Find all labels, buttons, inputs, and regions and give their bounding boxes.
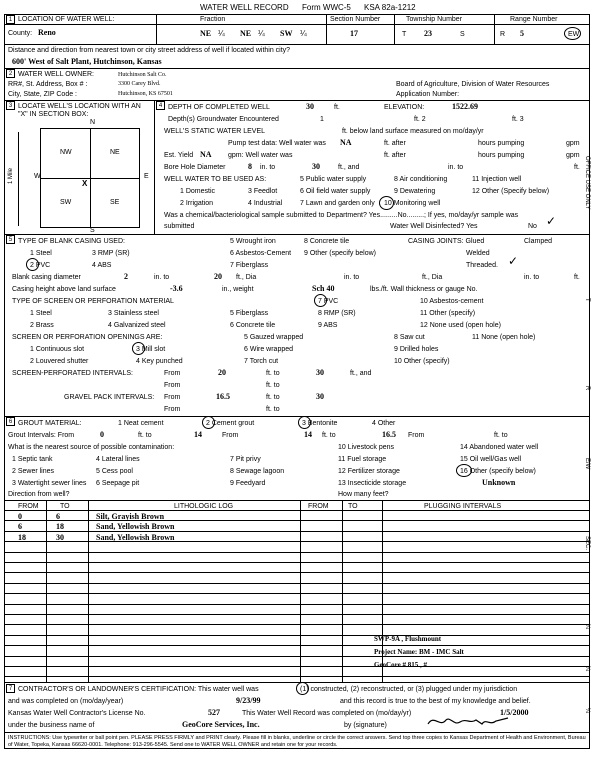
casing-ft-3: ft. (574, 274, 580, 281)
contamination-label: What is the nearest source of possible contamination: (8, 444, 175, 451)
note-swp: SWP-9A , Flushmount (374, 635, 442, 643)
grout-3-circle (298, 416, 311, 429)
compass-e: E (144, 173, 149, 180)
grout-from-2: From (222, 432, 239, 439)
opening-7[interactable]: 7 Torch cut (244, 358, 279, 365)
owner-city-label: City, State, ZIP Code : (8, 91, 77, 98)
source-2[interactable]: 2 Sewer lines (12, 468, 55, 475)
cert-date-2[interactable]: 1/5/2000 (500, 708, 529, 717)
disinfected-no: No (528, 223, 537, 230)
quadrant-ne: NE (110, 149, 120, 156)
source-8[interactable]: 8 Sewage lagoon (230, 468, 285, 475)
opening-1[interactable]: 1 Continuous slot (30, 346, 85, 353)
plug-to-header: TO (348, 503, 358, 510)
distance-value[interactable]: 600' West of Salt Plant, Hutchinson, Kansas (12, 57, 162, 66)
range-dir: EW (568, 31, 580, 38)
screen-3[interactable]: 3 Stainless steel (108, 310, 159, 317)
screen-9[interactable]: 9 ABS (318, 322, 338, 329)
section-number-value[interactable]: 17 (350, 29, 358, 38)
note-geocore: GeoCore # 815 , # (374, 661, 427, 669)
side-quarter-1: ¼ (584, 624, 590, 630)
yield-value[interactable]: NA (200, 150, 212, 159)
cert-date-1[interactable]: 9/23/99 (236, 696, 261, 705)
log-cell-desc[interactable]: Sand, Yellowish Brown (96, 532, 175, 542)
source-16[interactable]: 16 Other (specify below) (460, 468, 536, 475)
casing-5[interactable]: 5 Wrought iron (230, 238, 276, 245)
section-number-3: 3 (6, 101, 15, 110)
casing-threaded: Threaded. (466, 262, 498, 269)
groundwater-2: ft. 2 (414, 116, 426, 123)
compass-w: W (34, 173, 41, 180)
hours-pumping-1: hours pumping (478, 140, 525, 147)
casing-diameter-label: Blank casing diameter (12, 274, 81, 281)
use-8[interactable]: 8 Air conditioning (394, 176, 448, 183)
source-13[interactable]: 13 Insecticide storage (338, 480, 407, 487)
casing-weight-rest: lbs./ft. Wall thickness or gauge No. (370, 286, 478, 293)
bore-hole-label: Bore Hole Diameter (164, 164, 226, 171)
fraction-3[interactable]: SW (280, 29, 293, 38)
groundwater-1: 1 (320, 116, 324, 123)
screen-2[interactable]: 2 Brass (30, 322, 54, 329)
casing-title: TYPE OF BLANK CASING USED: (18, 238, 125, 245)
quarter-mark-1: ¼ (218, 29, 225, 38)
application-label: Application Number: (396, 91, 460, 98)
casing-in-to: in. to (154, 274, 170, 281)
screen-7[interactable]: 7 PVC (318, 298, 339, 305)
grout-ft-to-3: ft. to (494, 432, 508, 439)
form-number: Form WWC-5 (302, 3, 351, 12)
source-1[interactable]: 1 Septic tank (12, 456, 53, 463)
location-title: LOCATION OF WATER WELL: (18, 16, 115, 23)
screen-5[interactable]: 5 Fiberglass (230, 310, 269, 317)
quarter-mark-2: ¼ (258, 29, 265, 38)
board-label: Board of Agriculture, Division of Water Resources (396, 81, 550, 88)
grout-2[interactable]: 2 Cement grout (206, 420, 255, 427)
table-row (4, 605, 590, 615)
source-11[interactable]: 11 Fuel storage (338, 456, 387, 463)
source-15[interactable]: 15 Oil well/Gas well (460, 456, 522, 463)
casing-clamped: Clamped (524, 238, 553, 245)
log-cell-to[interactable]: 30 (56, 532, 64, 542)
table-row (4, 532, 590, 542)
pump-test-label: Pump test data: Well water was (228, 140, 326, 147)
casing-diameter-to[interactable]: 20 (214, 272, 222, 281)
cert-constructed-circle (296, 682, 309, 695)
cert-line-1b: (1) constructed, (2) reconstructed, or (3) plugged under my jurisdiction (300, 686, 518, 693)
side-quarter-2: ¼ (584, 666, 590, 672)
pump-test-value[interactable]: NA (340, 138, 352, 147)
locate-title: LOCATE WELL'S LOCATION WITH AN "X" IN SECTION BOX: (18, 103, 141, 118)
use-10[interactable]: 10 Monitoring well (384, 200, 441, 207)
quadrant-nw: NW (60, 149, 72, 156)
bore-hole-in2: in. to (448, 164, 464, 171)
grout-title: GROUT MATERIAL: (18, 420, 82, 427)
cert-line-3: Kansas Water Well Contractor's License No. (8, 710, 146, 717)
side-r: R (584, 386, 590, 391)
casing-height-in: in., weight (222, 286, 254, 293)
form-ksa: KSA 82a-1212 (364, 3, 416, 12)
casing-in-to-2: in. to (344, 274, 360, 281)
cert-line-2: and was completed on (mo/day/year) (8, 698, 124, 705)
source-6[interactable]: 6 Seepage pit (96, 480, 140, 487)
use-6[interactable]: 6 Oil field water supply (300, 188, 371, 195)
fraction-1[interactable]: NE (200, 29, 212, 38)
owner-name[interactable]: Hutchinson Salt Co. (118, 72, 167, 78)
cert-business[interactable]: GeoCore Services, Inc. (182, 720, 260, 729)
sample-submitted: submitted (164, 223, 195, 230)
perf-ft-and: ft., and (350, 370, 372, 377)
casing-1[interactable]: 1 Steel (30, 250, 52, 257)
source-7[interactable]: 7 Pit privy (230, 456, 261, 463)
distance-label: Distance and direction from nearest town or city street address of well if located within city? (8, 47, 291, 54)
grout-i1-to[interactable]: 14 (194, 430, 202, 439)
use-5[interactable]: 5 Public water supply (300, 176, 367, 183)
opening-5[interactable]: 5 Gauzed wrapped (244, 334, 304, 341)
casing-diameter-value[interactable]: 2 (124, 272, 128, 281)
lithologic-log-header: LITHOLOGIC LOG (174, 503, 234, 510)
use-3[interactable]: 3 Feedlot (248, 188, 278, 195)
township-value[interactable]: 23 (424, 29, 432, 38)
cert-line-1: CONTRACTOR'S OR LANDOWNER'S CERTIFICATION: This water well was (18, 686, 259, 693)
groundwater-label: Depth(s) Groundwater Encountered (168, 116, 279, 123)
section-number-1: 1 (6, 15, 15, 24)
county-value[interactable]: Reno (38, 28, 56, 37)
cert-line-3b: This Water Well Record was completed on (mo/day/yr) (242, 710, 412, 717)
source-4[interactable]: 4 Lateral lines (96, 456, 140, 463)
section-number-2: 2 (6, 69, 15, 78)
compass-s: S (90, 227, 95, 234)
casing-welded: Welded (466, 250, 490, 257)
table-row (4, 625, 590, 635)
cert-by: by (signature) (344, 722, 387, 729)
table-row (4, 667, 590, 677)
section-number-4: 4 (156, 101, 165, 110)
source-5[interactable]: 5 Cess pool (96, 468, 133, 475)
casing-7[interactable]: 7 Fiberglass (230, 262, 269, 269)
owner-title: WATER WELL OWNER: (18, 71, 94, 78)
casing-in-to-3: in. to (524, 274, 540, 281)
screen-6[interactable]: 6 Concrete tile (230, 322, 276, 329)
section-number-5: 5 (6, 235, 15, 244)
note-project: Project Name: BM - IMC Salt (374, 648, 464, 656)
table-row (4, 657, 590, 667)
screen-11[interactable]: 11 Other (specify) (420, 310, 476, 317)
casing-dia-ft-2: ft., Dia (422, 274, 443, 281)
table-row (4, 584, 590, 594)
use-2[interactable]: 2 Irrigation (180, 200, 214, 207)
grout-2-circle (202, 416, 215, 429)
yield-label: Est. Yield (164, 152, 194, 159)
use-9[interactable]: 9 Dewatering (394, 188, 436, 195)
form-title: WATER WELL RECORD (200, 3, 289, 12)
elevation-value[interactable]: 1522.69 (452, 102, 478, 111)
bore-hole-value[interactable]: 8 (248, 162, 252, 171)
section-number-7: 7 (6, 684, 15, 693)
source-3[interactable]: 3 Watertight sewer lines (12, 480, 87, 487)
check-mark-icon: ✓ (546, 214, 557, 228)
gravel-from-label-2: From (164, 406, 181, 413)
use-10-circle (379, 196, 394, 210)
section-number-6: 6 (6, 417, 15, 426)
owner-address-label: RR#, St. Address, Box # : (8, 81, 88, 88)
table-row (4, 646, 590, 656)
use-7[interactable]: 7 Lawn and garden only (300, 200, 375, 207)
office-use-only: OFFICE USE ONLY (584, 156, 590, 210)
grout-i1-from[interactable]: 0 (100, 430, 104, 439)
opening-6[interactable]: 6 Wire wrapped (244, 346, 294, 353)
table-row (4, 563, 590, 573)
depth-value[interactable]: 30 (306, 102, 314, 111)
perf-from-label: From (164, 370, 181, 377)
side-t: T (584, 298, 590, 302)
source-12[interactable]: 12 Fertilizer storage (338, 468, 400, 475)
casing-9[interactable]: 9 Other (specify below) (304, 250, 376, 257)
opening-3[interactable]: 3 Mill slot (136, 346, 166, 353)
perf-ft-to-2: ft. to (266, 382, 280, 389)
gravel-ft-to: ft. to (266, 394, 280, 401)
table-row (4, 521, 590, 531)
table-row (4, 511, 590, 521)
casing-6[interactable]: 6 Asbestos-Cement (230, 250, 292, 257)
range-r: R (500, 31, 506, 38)
plugging-intervals-header: PLUGGING INTERVALS (424, 503, 502, 510)
openings-title: SCREEN OR PERFORATION OPENINGS ARE: (12, 334, 163, 341)
township-dir: S (460, 31, 465, 38)
gpm-2: gpm (566, 152, 580, 159)
table-row (4, 594, 590, 604)
opening-9[interactable]: 9 Drilled holes (394, 346, 439, 353)
table-row (4, 542, 590, 552)
grout-ft-to-2: ft. to (322, 432, 336, 439)
screen-12[interactable]: 12 None used (open hole) (420, 322, 501, 329)
casing-height-value[interactable]: -3.6 (170, 284, 183, 293)
casing-4[interactable]: 4 ABS (92, 262, 112, 269)
gravel-from-label: From (164, 394, 181, 401)
use-11[interactable]: 11 Injection well (472, 176, 522, 183)
log-cell-desc[interactable]: Silt, Grayish Brown (96, 512, 165, 521)
screen-8[interactable]: 8 RMP (SR) (318, 310, 356, 317)
screen-4[interactable]: 4 Galvanized steel (108, 322, 166, 329)
log-from-header: FROM (18, 503, 39, 510)
perf-to-value[interactable]: 30 (316, 368, 324, 377)
how-many-feet-label: How many feet? (338, 491, 389, 498)
table-row (4, 615, 590, 625)
source-10[interactable]: 10 Livestock pens (338, 444, 395, 451)
hours-pumping-2: hours pumping (478, 152, 525, 159)
cert-line-4: under the business name of (8, 722, 95, 729)
gravel-from-value[interactable]: 16.5 (216, 392, 230, 401)
signature-image (424, 712, 514, 730)
opening-2[interactable]: 2 Louvered shutter (30, 358, 89, 365)
casing-2-circle (26, 258, 39, 271)
side-ew: E/W (584, 458, 590, 470)
direction-label: Direction from well? (8, 491, 70, 498)
grout-from-3: From (408, 432, 425, 439)
sample-label: Was a chemical/bacteriological sample submitted to Department? Yes.........No.........; If yes, mo/day/yr sample was (164, 212, 519, 219)
instructions-text: INSTRUCTIONS: Use typewriter or ball point pen. PLEASE PRESS FIRMLY and PRINT clearly. Please fill in blanks, underline or circle the correct answers. Send top three copies to Kansas Department of Health and Environment, Bureau of Water, Topeka, Kansas 66620-0001. Telephone: 913-296-5545. Send one to WATER WELL OWNER and retain one for your records. (8, 735, 586, 748)
screen-title: TYPE OF SCREEN OR PERFORATION MATERIAL (12, 298, 174, 305)
bore-hole-ft2: ft. (574, 164, 580, 171)
owner-address[interactable]: 3300 Carey Blvd. (118, 81, 161, 87)
quarter-mark-3: ¼ (300, 29, 307, 38)
threaded-check-icon: ✓ (508, 254, 519, 268)
grout-intervals-label: Grout Intervals: From (8, 432, 75, 439)
compass-n: N (90, 119, 96, 126)
county-label: County: (8, 30, 33, 37)
log-to-header: TO (60, 503, 70, 510)
gravel-to-value[interactable]: 30 (316, 392, 324, 401)
depth-label: DEPTH OF COMPLETED WELL (168, 104, 270, 111)
log-cell-to[interactable]: 18 (56, 522, 64, 532)
use-4[interactable]: 4 Industrial (248, 200, 283, 207)
bore-hole-in: in. to (260, 164, 276, 171)
perf-ft-to: ft. to (266, 370, 280, 377)
table-row (4, 636, 590, 646)
casing-3[interactable]: 3 RMP (SR) (92, 250, 130, 257)
opening-11[interactable]: 11 None (open hole) (472, 334, 536, 341)
cert-license[interactable]: 527 (208, 708, 220, 717)
source-9[interactable]: 9 Feedyard (230, 480, 266, 487)
location-x-mark: X (82, 179, 88, 188)
grout-ft-to-1: ft. to (138, 432, 152, 439)
yield-after: ft. after (384, 152, 406, 159)
cert-line-2b: and this record is true to the best of my knowledge and belief. (340, 698, 531, 705)
screen-1[interactable]: 1 Steel (30, 310, 52, 317)
perf-from-value[interactable]: 20 (218, 368, 226, 377)
casing-8[interactable]: 8 Concrete tile (304, 238, 350, 245)
log-cell-from[interactable]: 18 (18, 532, 26, 542)
screen-10[interactable]: 10 Asbestos-cement (420, 298, 484, 305)
table-row (4, 573, 590, 583)
township-label: Township Number (406, 16, 463, 23)
owner-city[interactable]: Hutchinson, KS 67501 (118, 91, 173, 97)
grout-1[interactable]: 1 Neat cement (118, 420, 164, 427)
quadrant-sw: SW (60, 199, 72, 206)
screen-7-circle (314, 294, 327, 307)
quadrant-se: SE (110, 199, 120, 206)
elevation-label: ELEVATION: (384, 104, 425, 111)
bore-hole-to[interactable]: 30 (312, 162, 320, 171)
opening-8[interactable]: 8 Saw cut (394, 334, 425, 341)
log-cell-from[interactable]: 0 (18, 512, 22, 521)
well-record-form (4, 4, 590, 762)
source-14[interactable]: 14 Abandoned water well (460, 444, 539, 451)
gpm-1: gpm (566, 140, 580, 147)
grout-3[interactable]: 3 Bentonite (302, 420, 338, 427)
grout-4[interactable]: 4 Other (372, 420, 396, 427)
section-number-label: Section Number (330, 16, 381, 23)
log-cell-desc[interactable]: Sand, Yellowish Brown (96, 522, 175, 532)
range-value[interactable]: 5 (520, 29, 524, 38)
casing-weight-value[interactable]: Sch 40 (312, 284, 335, 293)
log-cell-from[interactable]: 6 (18, 522, 22, 532)
source-other-value[interactable]: Unknown (482, 478, 516, 487)
perf-from-label-2: From (164, 382, 181, 389)
plug-from-header: FROM (308, 503, 329, 510)
gravel-label: GRAVEL PACK INTERVALS: (64, 394, 155, 401)
casing-joints-label: CASING JOINTS: Glued (408, 238, 485, 245)
water-use-label: WELL WATER TO BE USED AS: (164, 176, 267, 183)
gravel-ft-to-2: ft. to (266, 406, 280, 413)
opening-3-circle (132, 342, 145, 355)
side-sec: SEC. (584, 536, 590, 551)
range-label: Range Number (510, 16, 558, 23)
casing-dia-ft: ft., Dia (236, 274, 257, 281)
use-12[interactable]: 12 Other (Specify below) (472, 188, 550, 195)
fraction-label: Fraction (200, 16, 226, 23)
depth-ft: ft. (334, 104, 340, 111)
table-row (4, 553, 590, 563)
pump-test-after: ft. after (384, 140, 406, 147)
bore-hole-ft: ft., and (338, 164, 360, 171)
township-t: T (402, 31, 407, 38)
perforated-label: SCREEN-PERFORATED INTERVALS: (12, 370, 133, 377)
groundwater-3: ft. 3 (512, 116, 524, 123)
grout-i2-from[interactable]: 14 (304, 430, 312, 439)
static-level-label: WELL'S STATIC WATER LEVEL (164, 128, 266, 135)
fraction-2[interactable]: NE (240, 29, 252, 38)
opening-10[interactable]: 10 Other (specify) (394, 358, 450, 365)
use-1[interactable]: 1 Domestic (180, 188, 216, 195)
yield-gpm: gpm: Well water was (228, 152, 293, 159)
opening-4[interactable]: 4 Key punched (136, 358, 183, 365)
casing-height-label: Casing height above land surface (12, 286, 116, 293)
log-cell-to[interactable]: 6 (56, 512, 60, 521)
disinfected-label: Water Well Disinfected? Yes (390, 223, 478, 230)
static-level-rest: ft. below land surface measured on mo/day/yr (342, 128, 484, 135)
side-quarter-3: ¼ (584, 708, 590, 714)
mile-label: 1 Mile (8, 167, 14, 184)
grout-i2-to[interactable]: 16.5 (382, 430, 396, 439)
range-dir-circle (564, 27, 581, 40)
source-16-circle (456, 464, 472, 477)
casing-2[interactable]: 2 PVC (30, 262, 51, 269)
